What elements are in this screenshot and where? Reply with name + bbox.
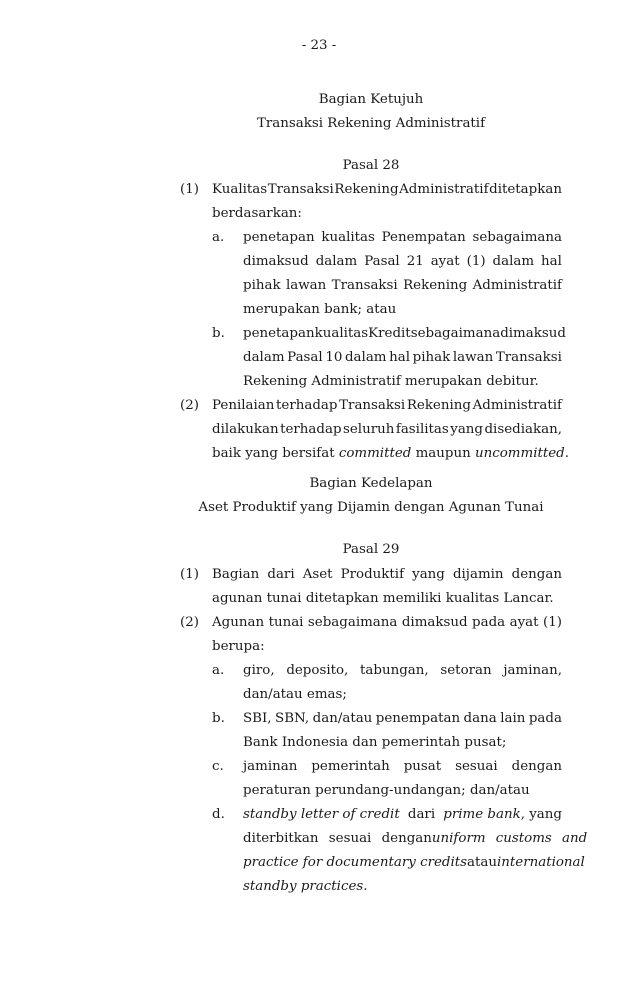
ayat-2-line-1 <box>212 615 562 630</box>
word: terhadap <box>280 422 342 437</box>
ayat-2-line-2 <box>212 422 562 437</box>
word: ayat <box>430 254 460 269</box>
ayat-2-line-1 <box>212 398 562 413</box>
section-subheading-7: Transaksi Rekening Administratif <box>256 116 486 131</box>
word: jaminan, <box>503 663 562 678</box>
word: Transaksi <box>267 182 334 197</box>
word: yang <box>450 422 483 437</box>
ayat-2-line-2: berupa: <box>212 639 265 654</box>
section-heading-7: Bagian Ketujuh <box>318 92 424 107</box>
word: sebagaimana <box>410 326 501 341</box>
word: sesuai <box>455 759 498 774</box>
word: yang <box>412 567 445 582</box>
item-b-line-1 <box>243 326 566 341</box>
word: dimaksud <box>243 254 309 269</box>
item-a-line-1 <box>243 663 562 678</box>
word: lawan <box>285 278 327 293</box>
section-heading-8: Bagian Kedelapan <box>309 476 433 491</box>
italic-term: international <box>496 855 585 870</box>
ayat-number: (1) <box>180 567 199 582</box>
italic-term: prime bank <box>443 807 521 822</box>
word: dijamin <box>452 567 504 582</box>
word: pusat <box>403 759 442 774</box>
word: sebagaimana <box>472 230 562 245</box>
pasal-28-title: Pasal 28 <box>342 158 400 173</box>
word: Kualitas <box>212 182 268 197</box>
text-span: maupun <box>411 446 475 461</box>
item-a-line-3 <box>243 278 562 293</box>
ayat-number: (2) <box>180 398 199 413</box>
ayat-1-line-2: agunan tunai ditetapkan memiliki kualitas Lancar. <box>212 591 554 606</box>
word: dimaksud <box>401 615 468 630</box>
italic-term: uniform customs and <box>431 831 588 846</box>
text-span: atau <box>467 855 497 870</box>
word: dari <box>267 567 295 582</box>
word: sebagaimana <box>307 615 398 630</box>
word: ayat <box>509 615 539 630</box>
list-letter: c. <box>212 759 224 774</box>
word: penempatan <box>375 711 461 726</box>
word: Rekening <box>406 398 471 413</box>
word: penetapan <box>243 326 315 341</box>
word: tabungan, <box>360 663 429 678</box>
item-a-line-2 <box>243 254 562 269</box>
word: deposito, <box>286 663 349 678</box>
word: Bagian <box>212 567 260 582</box>
word: seluruh <box>343 422 395 437</box>
item-d-line-3 <box>243 855 585 870</box>
word: (1) <box>466 254 486 269</box>
word: hal <box>541 254 562 269</box>
list-letter: a. <box>212 663 225 678</box>
word: 21 <box>406 254 424 269</box>
word: dana <box>463 711 497 726</box>
italic-term: standby practices. <box>243 879 368 894</box>
text-span <box>443 807 562 822</box>
text-span: diterbitkan sesuai dengan <box>243 831 432 846</box>
item-c-line-2: peraturan perundang-undangan; dan/atau <box>243 783 530 798</box>
text-span: dari <box>407 807 436 822</box>
text-span: , yang <box>520 807 562 822</box>
word: dan/atau <box>312 711 373 726</box>
word: Administratif <box>472 398 562 413</box>
word: Produktif <box>340 567 405 582</box>
word: Kredit <box>368 326 411 341</box>
word: Penempatan <box>381 230 466 245</box>
word: Agunan <box>212 615 265 630</box>
word: setoran <box>440 663 492 678</box>
ayat-number: (1) <box>180 182 199 197</box>
item-b-line-2 <box>243 350 562 365</box>
word: dalam <box>315 254 358 269</box>
word: dalam <box>243 350 285 365</box>
list-letter: b. <box>212 326 225 341</box>
word: disediakan, <box>484 422 562 437</box>
item-d-line-4 <box>243 879 368 894</box>
item-b-line-2: Bank Indonesia dan pemerintah pusat; <box>243 735 507 750</box>
item-d-line-2 <box>243 831 588 846</box>
word: ditetapkan <box>489 182 562 197</box>
word: tunai <box>268 615 304 630</box>
word: penetapan <box>243 230 315 245</box>
word: terhadap <box>276 398 338 413</box>
word: dalam <box>492 254 535 269</box>
word: Administratif <box>399 182 489 197</box>
page-number: - 23 - <box>301 38 337 53</box>
word: pada <box>472 615 506 630</box>
pasal-29-title: Pasal 29 <box>342 542 400 557</box>
word: Pasal <box>364 254 400 269</box>
ayat-1-line-1 <box>212 182 562 197</box>
ayat-1-line-2: berdasarkan: <box>212 206 302 221</box>
word: Transaksi <box>331 278 398 293</box>
word: pihak <box>243 278 281 293</box>
word: Rekening <box>334 182 399 197</box>
word: dilakukan <box>212 422 279 437</box>
word: Transaksi <box>339 398 406 413</box>
list-letter: a. <box>212 230 225 245</box>
word: Transaksi <box>495 350 562 365</box>
word: lain <box>500 711 526 726</box>
item-a-line-2: dan/atau emas; <box>243 687 347 702</box>
italic-term: standby letter of credit <box>243 807 400 822</box>
section-subheading-8: Aset Produktif yang Dijamin dengan Agunan Tunai <box>198 500 544 515</box>
text-span: baik yang bersifat <box>212 446 339 461</box>
word: SBI, <box>243 711 272 726</box>
ayat-number: (2) <box>180 615 199 630</box>
ayat-2-line-3 <box>212 446 569 461</box>
word: fasilitas <box>395 422 449 437</box>
word: pihak <box>412 350 451 365</box>
word: Administratif <box>472 278 562 293</box>
word: 10 <box>325 350 343 365</box>
ayat-1-line-1 <box>212 567 562 582</box>
word: lawan <box>452 350 494 365</box>
item-b-line-1 <box>243 711 562 726</box>
word: Aset <box>302 567 333 582</box>
text-span: . <box>564 446 569 461</box>
word: SBN, <box>275 711 310 726</box>
word: pemerintah <box>311 759 390 774</box>
italic-term: practice for documentary credits <box>243 855 467 870</box>
item-b-line-3: Rekening Administratif merupakan debitur. <box>243 374 539 389</box>
word: dimaksud <box>500 326 566 341</box>
italic-term: uncommitted <box>474 446 565 461</box>
word: dengan <box>511 759 562 774</box>
list-letter: d. <box>212 807 225 822</box>
word: jaminan <box>243 759 298 774</box>
word: hal <box>389 350 411 365</box>
word: Penilaian <box>212 398 275 413</box>
item-c-line-1 <box>243 759 562 774</box>
word: giro, <box>243 663 275 678</box>
list-letter: b. <box>212 711 225 726</box>
item-a-line-1 <box>243 230 562 245</box>
word: dengan <box>511 567 562 582</box>
word: dalam <box>344 350 387 365</box>
word: Pasal <box>287 350 323 365</box>
word: (1) <box>542 615 562 630</box>
word: kualitas <box>314 326 369 341</box>
word: pada <box>528 711 562 726</box>
item-d-line-1 <box>243 807 562 822</box>
word: kualitas <box>321 230 375 245</box>
word: Rekening <box>403 278 468 293</box>
item-a-line-4: merupakan bank; atau <box>243 302 397 317</box>
italic-term: committed <box>338 446 412 461</box>
